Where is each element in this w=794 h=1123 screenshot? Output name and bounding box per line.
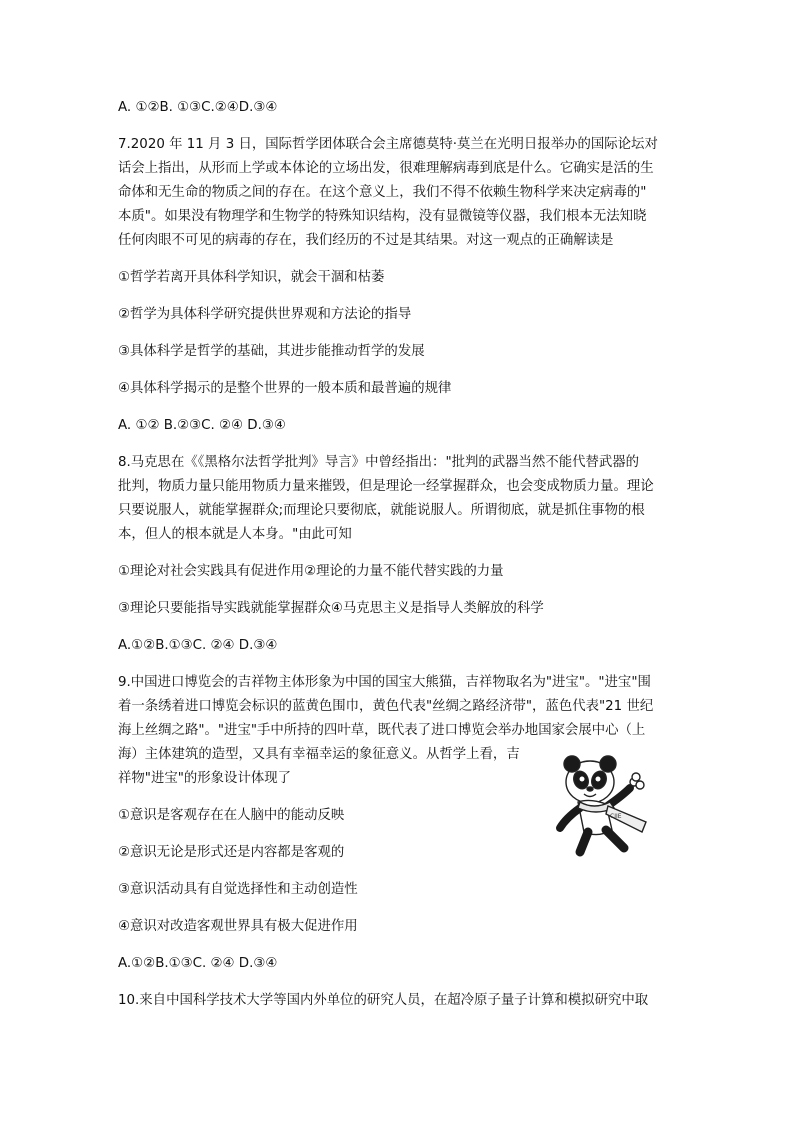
q7-stem-line: 话会上指出，从形而上学或本体论的立场出发，很难理解病毒到底是什么。它确实是活的生 <box>118 161 654 176</box>
scarf-label: CIIE <box>610 813 622 820</box>
q7-stem-line: 任何肉眼不可见的病毒的存在，我们经历的不过是其结果。对这一观点的正确解读是 <box>118 233 614 248</box>
q9-option-4: ④意识对改造客观世界具有极大促进作用 <box>118 919 358 934</box>
q6-answer-choices: A. ①②B. ①③C.②④D.③④ <box>118 100 278 115</box>
jinbao-panda-mascot-image <box>550 752 670 862</box>
q7-stem-line: 本质"。如果没有物理学和生物学的特殊知识结构，没有显微镜等仪器，我们根本无法知晓 <box>118 209 647 224</box>
q7-option-1: ①哲学若离开具体科学知识，就会干涸和枯萎 <box>118 270 385 285</box>
q8-stem-line: 本，但人的根本就是人本身。"由此可知 <box>118 527 352 542</box>
q8-stem-line: 批判，物质力量只能用物质力量来摧毁，但是理论一经掌握群众，也会变成物质力量。理论 <box>118 479 654 494</box>
q9-stem-line: 9.中国进口博览会的吉祥物主体形象为中国的国宝大熊猫，吉祥物取名为"进宝"。"进宝"围 <box>118 675 651 690</box>
q8-answer-choices: A.①②B.①③C. ②④ D.③④ <box>118 638 278 653</box>
exam-page <box>118 96 678 1013</box>
q7-option-4: ④具体科学揭示的是整个世界的一般本质和最普遍的规律 <box>118 381 452 396</box>
q9-stem-line: 祥物"进宝"的形象设计体现了 <box>118 771 292 786</box>
q9-stem-line: 海）主体建筑的造型，又具有幸福幸运的象征意义。从哲学上看，吉 <box>118 747 520 762</box>
q9-stem-line: 着一条绣着进口博览会标识的蓝黄色围巾，黄色代表"丝绸之路经济带"，蓝色代表"21 世纪 <box>118 699 654 714</box>
q10-stem-line: 10.来自中国科学技术大学等国内外单位的研究人员，在超冷原子量子计算和模拟研究中取 <box>118 993 649 1008</box>
q7-option-3: ③具体科学是哲学的基础，其进步能推动哲学的发展 <box>118 344 425 359</box>
q9-answer-choices: A.①②B.①③C. ②④ D.③④ <box>118 956 278 971</box>
question-8 <box>118 451 678 658</box>
q8-stem-line: 只要说服人，就能掌握群众;而理论只要彻底，就能说服人。所谓彻底，就是抓住事物的根 <box>118 503 645 518</box>
question-10 <box>118 989 678 1013</box>
q7-stem-line: 7.2020 年 11 月 3 日，国际哲学团体联合会主席德莫特·莫兰在光明日报举办的国际论坛对 <box>118 137 658 152</box>
q9-option-3: ③意识活动具有自觉选择性和主动创造性 <box>118 882 358 897</box>
q8-stem-line: 8.马克思在《《黑格尔法哲学批判》导言》中曾经指出："批判的武器当然不能代替武器的 <box>118 455 640 470</box>
q7-answer-choices: A. ①② B.②③C. ②④ D.③④ <box>118 418 286 433</box>
q9-option-2: ②意识无论是形式还是内容都是客观的 <box>118 845 345 860</box>
q9-stem-line: 海上丝绸之路"。"进宝"手中所持的四叶草，既代表了进口博览会举办地国家会展中心（上 <box>118 723 646 738</box>
q7-stem-line: 命体和无生命的物质之间的存在。在这个意义上，我们不得不依赖生物科学来决定病毒的" <box>118 185 647 200</box>
q8-option-1-2: ①理论对社会实践具有促进作用②理论的力量不能代替实践的力量 <box>118 564 504 579</box>
panda-mascot-icon <box>550 752 670 862</box>
q9-option-1: ①意识是客观存在在人脑中的能动反映 <box>118 808 345 823</box>
q8-option-3-4: ③理论只要能指导实践就能掌握群众④马克思主义是指导人类解放的科学 <box>118 601 544 616</box>
question-7 <box>118 133 678 438</box>
q7-option-2: ②哲学为具体科学研究提供世界观和方法论的指导 <box>118 307 412 322</box>
